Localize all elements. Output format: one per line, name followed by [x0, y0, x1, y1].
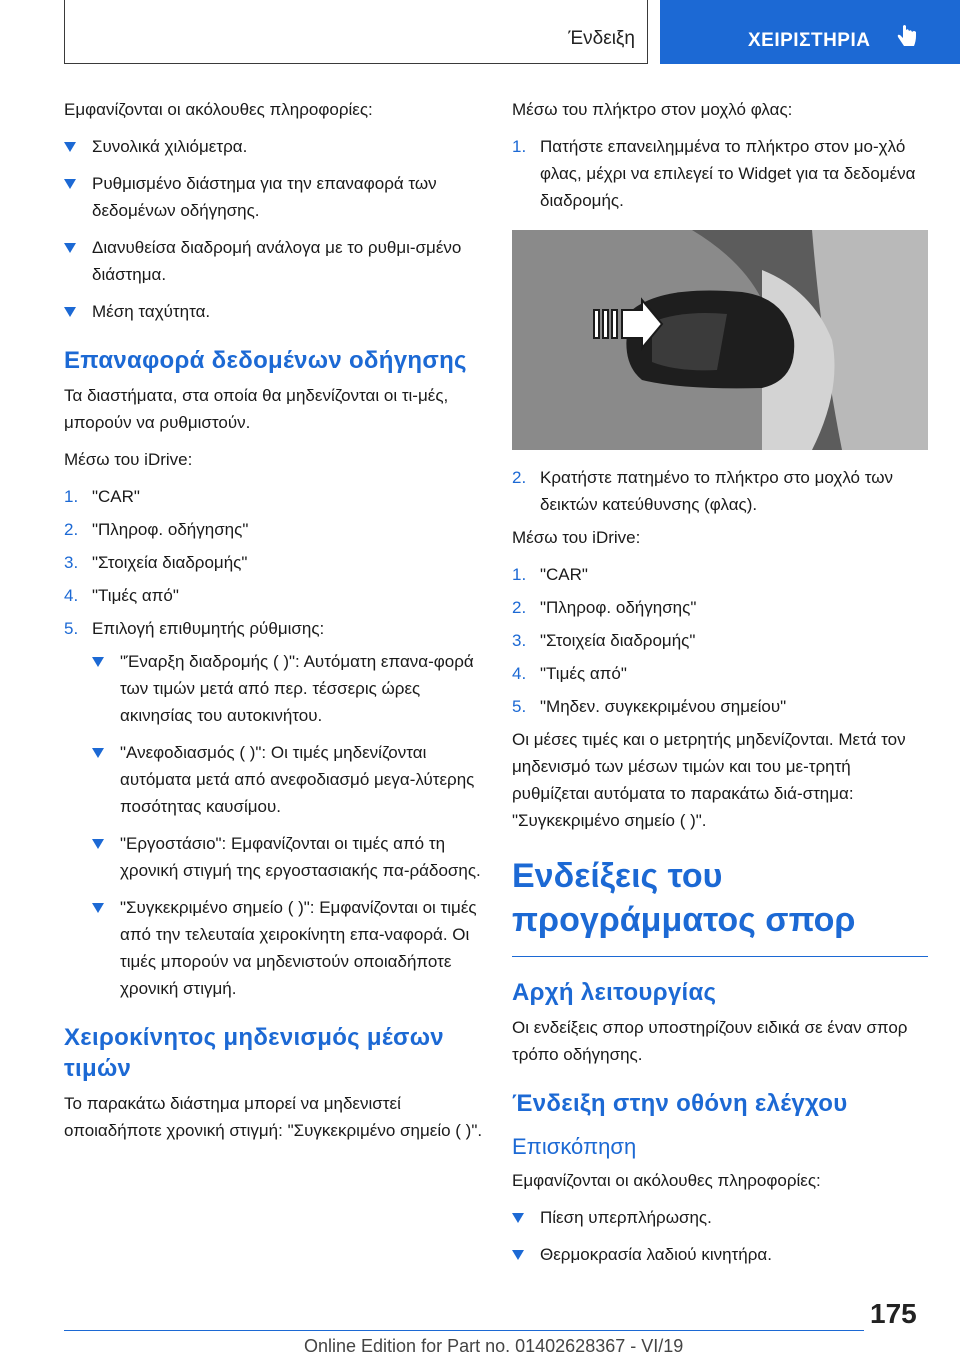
step-item: 3. "Στοιχεία διαδρομής" [512, 631, 696, 650]
triangle-bullet-icon [512, 1250, 524, 1260]
right-column [512, 96, 928, 1278]
header-chapter-tab [660, 0, 960, 64]
header-section-title: Ένδειξη [568, 28, 635, 49]
pointing-hand-icon [896, 24, 918, 50]
overview-intro: Εμφανίζονται οι ακόλουθες πληροφορίες: [512, 1171, 821, 1190]
triangle-bullet-icon [92, 748, 104, 758]
heading-sport-displays: Ενδείξεις του προγράμματος σπορ [512, 854, 928, 957]
page-number: 175 [870, 1298, 917, 1329]
triangle-bullet-icon [64, 179, 76, 189]
header-section-box [64, 0, 648, 64]
reset-text: Τα διαστήματα, στα οποία θα μηδενίζονται οι τι-μές, μπορούν να ρυθμιστούν. [64, 386, 449, 432]
step-item: 1. "CAR" [64, 487, 140, 506]
edition-text: Online Edition for Part no. 01402628367 - VI/19 [304, 1336, 684, 1356]
heading-principle: Αρχή λειτουργίας [512, 979, 717, 1006]
list-item: "Έναρξη διαδρομής ( )": Αυτόματη επανα-φορά των τιμών μετά από περ. τέσσερις ώρες ακινησίας του αυτοκινήτου. [92, 648, 484, 729]
info-intro: Εμφανίζονται οι ακόλουθες πληροφορίες: [64, 100, 373, 119]
triangle-bullet-icon [512, 1213, 524, 1223]
list-item: "Συγκεκριμένο σημείο ( )": Εμφανίζονται οι τιμές από την τελευταία χειροκίνητη επα-ναφορά. Οι τιμές μπορούν να μηδενιστούν οποιαδήποτε χρονική στιγμή. [92, 894, 484, 1002]
list-item: Μέση ταχύτητα. [64, 298, 484, 325]
step-item: 5. "Μηδεν. συγκεκριμένου σημείου" [512, 697, 787, 716]
step-item: 1. "CAR" [512, 565, 588, 584]
list-item: "Ανεφοδιασμός ( )": Οι τιμές μηδενίζονται αυτόματα μετά από ανεφοδιασμό μεγα-λύτερης ποσότητας καυσίμου. [92, 739, 484, 820]
list-item: Συνολικά χιλιόμετρα. [64, 133, 484, 160]
list-item: Θερμοκρασία λαδιού κινητήρα. [512, 1241, 928, 1268]
heading-reset-data: Επαναφορά δεδομένων οδήγησης [64, 347, 467, 374]
via-idrive-label: Μέσω του iDrive: [512, 528, 641, 547]
heading-overview: Επισκόπηση [512, 1134, 637, 1159]
lever-illustration [512, 230, 928, 450]
triangle-bullet-icon [64, 142, 76, 152]
principle-text: Οι ενδείξεις σπορ υποστηρίζουν ειδικά σε έναν σπορ τρόπο οδήγησης. [512, 1018, 908, 1064]
heading-control-display: Ένδειξη στην οθόνη ελέγχου [512, 1090, 848, 1117]
footer-divider [64, 1330, 864, 1331]
header-chapter-title: ΧΕΙΡΙΣΤΗΡΙΑ [748, 30, 871, 51]
list-item: Διανυθείσα διαδρομή ανάλογα με το ρυθμι-σμένο διάστημα. [64, 234, 484, 288]
step-item: 2. "Πληροφ. οδήγησης" [512, 598, 697, 617]
list-item: Πίεση υπερπλήρωσης. [512, 1204, 928, 1231]
step-item: 3. "Στοιχεία διαδρομής" [64, 553, 248, 572]
step-item: 5. Επιλογή επιθυμητής ρύθμισης: [64, 619, 325, 638]
triangle-bullet-icon [92, 903, 104, 913]
manual-reset-text: Το παρακάτω διάστημα μπορεί να μηδενιστεί οποιαδήποτε χρονική στιγμή: "Συγκεκριμένο σημείο ( )". [64, 1094, 483, 1140]
triangle-bullet-icon [64, 307, 76, 317]
via-idrive-label: Μέσω του iDrive: [64, 450, 193, 469]
step-item: 4. "Τιμές από" [64, 586, 179, 605]
after-reset-text: Οι μέσες τιμές και ο μετρητής μηδενίζονται. Μετά τον μηδενισμό των μέσων τιμών και του με-τρητή ρυθμίζεται αυτόματα το παρακάτω διά-στημα: "Συγκεκριμένο σημείο ( )". [512, 730, 906, 830]
triangle-bullet-icon [92, 657, 104, 667]
step-item: 2. "Πληροφ. οδήγησης" [64, 520, 249, 539]
heading-manual-reset: Χειροκίνητος μηδενισμός μέσων τιμών [64, 1024, 444, 1082]
step-item: 1. Πατήστε επανειλημμένα το πλήκτρο στον μο-χλό φλας, μέχρι να επιλεγεί το Widget για τα δεδομένα διαδρομής. [512, 137, 916, 210]
left-column [64, 96, 484, 1154]
triangle-bullet-icon [64, 243, 76, 253]
via-button-label: Μέσω του πλήκτρο στον μοχλό φλας: [512, 100, 793, 119]
turn-signal-lever-photo [512, 230, 928, 450]
list-item: "Εργοστάσιο": Εμφανίζονται οι τιμές από τη χρονική στιγμή της εργοστασιακής πα-ράδοσης. [92, 830, 484, 884]
triangle-bullet-icon [92, 839, 104, 849]
step-item: 2. Κρατήστε πατημένο το πλήκτρο στο μοχλό των δεικτών κατεύθυνσης (φλας). [512, 468, 893, 514]
list-item: Ρυθμισμένο διάστημα για την επαναφορά των δεδομένων οδήγησης. [64, 170, 484, 224]
step-item: 4. "Τιμές από" [512, 664, 627, 683]
